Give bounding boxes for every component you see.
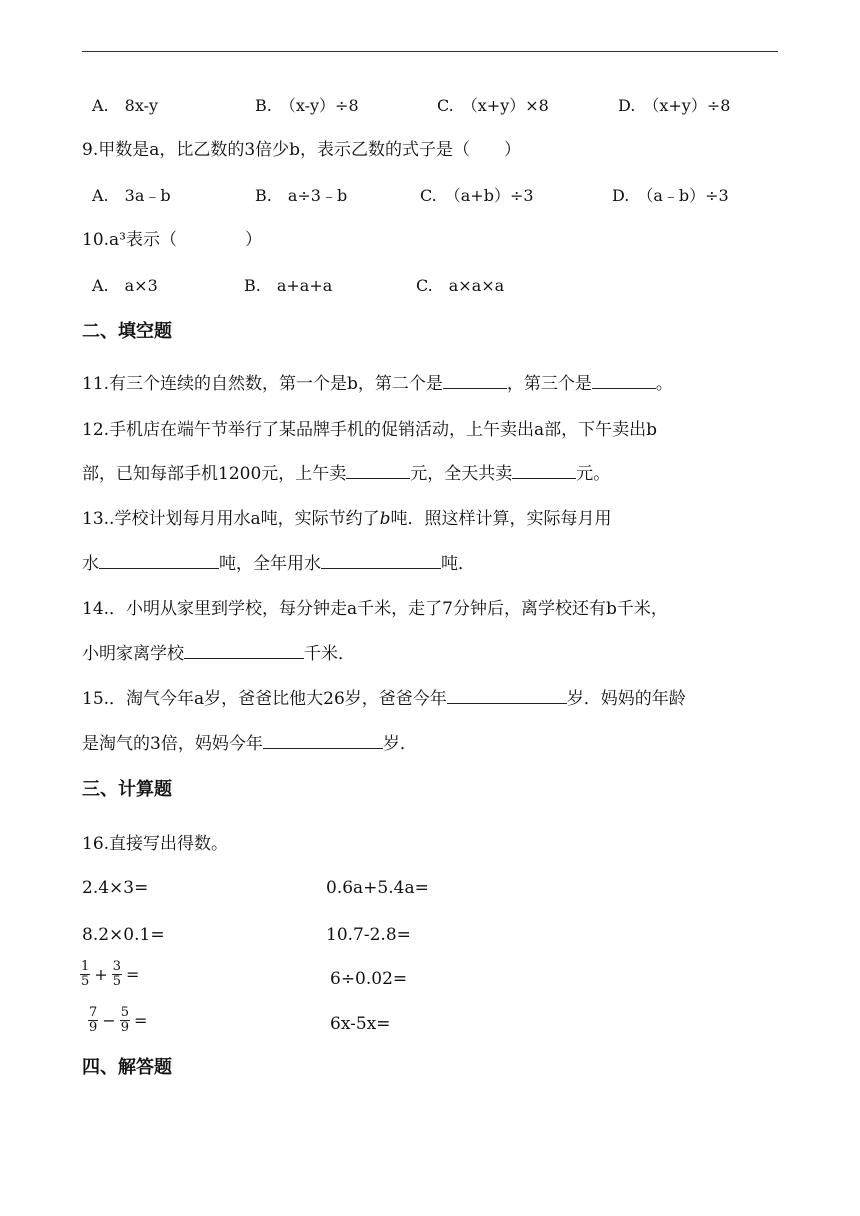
q11-blank-1[interactable] [443, 374, 507, 389]
q13-text-1: 13..学校计划每月用水a吨，实际节约了 [82, 509, 380, 529]
q15-line-1 [82, 687, 686, 711]
q13-text-2: 吨．照这样计算，实际每月用 [390, 509, 612, 529]
q16-expression-8: 6x-5x= [330, 1014, 391, 1034]
q16-expression-6: 6÷0.02= [330, 969, 408, 989]
q13-line-1 [82, 507, 611, 531]
section-title-calculation: 三、计算题 [82, 779, 172, 800]
q13-text-4: 吨，全年用水 [219, 554, 321, 574]
q11-blank-2[interactable] [592, 374, 656, 389]
fraction-1-5: $\frac{1}{5}$ [81, 959, 90, 989]
q16-fraction-expression-1: $\frac{1}{5}$ + $\frac{3}{5}$ = [81, 959, 140, 989]
q16-expression-2: 0.6a+5.4a= [326, 878, 429, 898]
q14-blank-1[interactable] [184, 644, 304, 659]
q12-blank-2[interactable] [512, 464, 576, 479]
q14-text-2: 千米． [304, 644, 355, 664]
q11-text-3: 。 [655, 374, 673, 394]
q15-text-2: 岁．妈妈的年龄 [566, 689, 686, 709]
q15-text-3: 是淘气的3倍，妈妈今年 [82, 734, 263, 754]
q16-fraction-expression-2: $\frac{7}{9}$ − $\frac{5}{9}$ = [89, 1005, 148, 1035]
q15-blank-2[interactable] [263, 734, 383, 749]
header-rule [82, 51, 778, 52]
q16-expression-1: 2.4×3= [82, 878, 149, 898]
q12-text-2: 元，全天共卖 [410, 464, 513, 484]
q10-stem: 10.a³表示（ ） [82, 230, 262, 250]
q9-option-b: B. a÷3﹣b [255, 186, 348, 205]
q14-text-1: 小明家离学校 [82, 644, 184, 664]
q14-line-2 [82, 642, 355, 666]
q16-expression-3: 8.2×0.1= [82, 925, 165, 945]
q9-stem: 9.甲数是a，比乙数的3倍少b，表示乙数的式子是（ ） [82, 140, 522, 160]
q16-expression-4: 10.7-2.8= [326, 925, 411, 945]
q15-text-4: 岁． [382, 734, 417, 754]
q10-option-b: B. a+a+a [244, 276, 333, 295]
q12-text-3: 元。 [576, 464, 611, 484]
q13-text-5: 吨． [441, 554, 475, 574]
q11 [82, 372, 673, 396]
section-title-answer: 四、解答题 [82, 1057, 172, 1078]
q9-option-a: A. 3a﹣b [92, 186, 171, 205]
q12-line-2 [82, 462, 610, 486]
q8-option-a: A. 8x-y [92, 96, 159, 115]
q13-variable-b: b [379, 509, 391, 529]
q8-option-c: C. （x+y）×8 [437, 96, 549, 115]
q15-blank-1[interactable] [447, 689, 567, 704]
q13-text-3: 水 [82, 554, 99, 574]
q12-text-1: 部，已知每部手机1200元，上午卖 [82, 464, 347, 484]
q13-blank-1[interactable] [99, 554, 219, 569]
q8-option-d: D. （x+y）÷8 [618, 96, 731, 115]
q8-option-b: B. （x-y）÷8 [255, 96, 359, 115]
q10-option-c: C. a×a×a [416, 276, 505, 295]
q16-stem: 16.直接写出得数。 [82, 834, 229, 854]
fraction-7-9: $\frac{7}{9}$ [89, 1005, 98, 1035]
q9-option-c: C. （a+b）÷3 [420, 186, 534, 205]
q13-line-2 [82, 552, 475, 576]
fraction-5-9: $\frac{5}{9}$ [120, 1005, 129, 1035]
fraction-3-5: $\frac{3}{5}$ [112, 959, 121, 989]
q12-line-1: 12.手机店在端午节举行了某品牌手机的促销活动，上午卖出a部，下午卖出b [82, 420, 658, 440]
q9-option-d: D. （a﹣b）÷3 [612, 186, 729, 205]
q13-blank-2[interactable] [321, 554, 441, 569]
section-title-fill-in: 二、填空题 [82, 321, 172, 342]
q15-line-2 [82, 732, 417, 756]
q12-blank-1[interactable] [346, 464, 410, 479]
q15-text-1: 15.．淘气今年a岁，爸爸比他大26岁，爸爸今年 [82, 689, 447, 709]
q14-line-1: 14.．小明从家里到学校，每分钟走a千米，走了7分钟后，离学校还有b千米， [82, 599, 668, 619]
q11-text-1: 11.有三个连续的自然数，第一个是b，第二个是 [82, 374, 443, 394]
q10-option-a: A. a×3 [92, 276, 158, 295]
q11-text-2: ，第三个是 [506, 374, 592, 394]
